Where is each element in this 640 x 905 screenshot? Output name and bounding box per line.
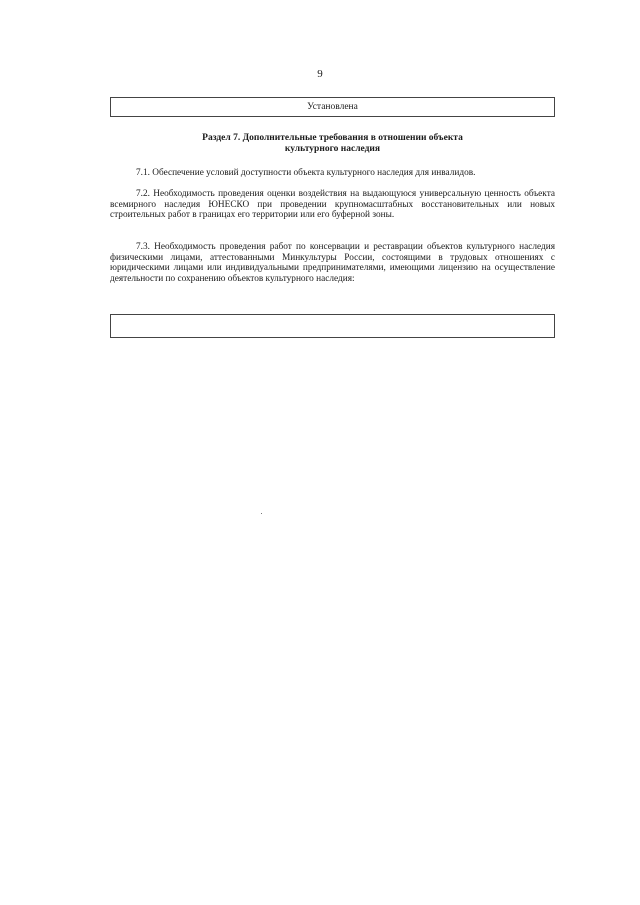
paragraph-7-3: 7.3. Необходимость проведения работ по консервации и реставрации объектов культурного наследия физическими лицами, аттестованными Минкультуры России, состоящими в трудовых отношениях с юридическими лицами или индивидуальными предпринимателями, имеющими лицензию на осуществление деятельности по сохранению объектов культурного наследия: [110, 242, 555, 285]
paragraph-7-1: 7.1. Обеспечение условий доступности объекта культурного наследия для инвалидов. [136, 168, 476, 178]
empty-answer-box [110, 314, 555, 338]
scan-speck [261, 513, 262, 514]
status-text: Установлена [307, 102, 358, 112]
section-title-line-2: культурного наследия [284, 144, 381, 154]
section-title [110, 133, 555, 155]
paragraph-7-2: 7.2. Необходимость проведения оценки воздействия на выдающуюся универсальную ценность объекта всемирного наследия ЮНЕСКО при проведении крупномасштабных восстановительных или новых строительных работ в границах его территории или его буферной зоны. [110, 189, 555, 221]
section-title-line-1: Раздел 7. Дополнительные требования в отношении объекта [202, 133, 463, 143]
page-number: 9 [317, 68, 323, 80]
status-box [110, 97, 555, 117]
